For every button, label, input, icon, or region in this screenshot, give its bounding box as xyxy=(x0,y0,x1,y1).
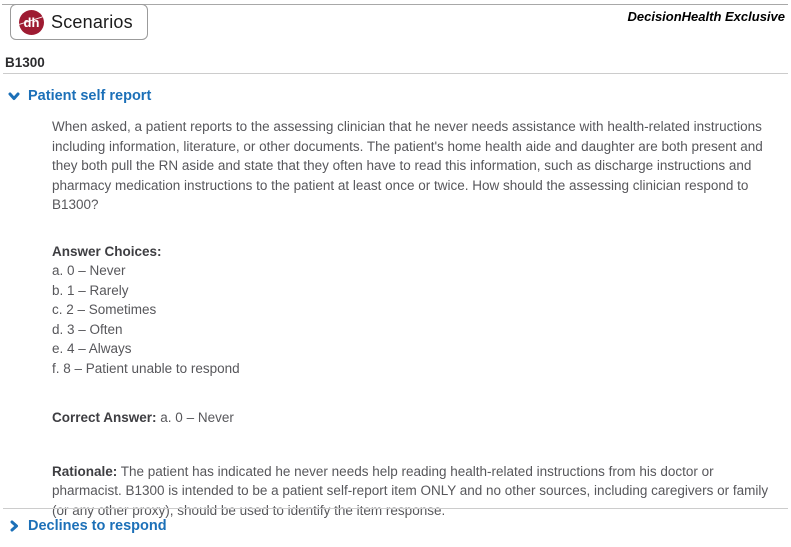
answer-choice: f. 8 – Patient unable to respond xyxy=(52,360,240,376)
chevron-down-icon xyxy=(8,90,20,102)
section-divider xyxy=(3,508,788,509)
answer-choice: e. 4 – Always xyxy=(52,341,132,356)
item-code-heading: B1300 xyxy=(5,55,45,70)
chevron-right-icon xyxy=(8,520,20,532)
section-toggle-patient-self-report[interactable] xyxy=(8,88,783,104)
tab-scenarios[interactable] xyxy=(10,4,148,40)
item-code-divider xyxy=(3,73,788,74)
answer-choice: a. 0 – Never xyxy=(52,263,126,278)
answer-choice: b. 1 – Rarely xyxy=(52,282,129,298)
answer-choice: d. 3 – Often xyxy=(52,321,123,337)
answer-choices-label: Answer Choices: xyxy=(52,243,162,259)
answer-choices-block xyxy=(52,242,783,379)
correct-answer-block xyxy=(52,408,783,428)
answer-choice: c. 2 – Sometimes xyxy=(52,302,157,317)
section-title: Patient self report xyxy=(28,88,152,104)
section-declines-to-respond xyxy=(8,518,167,534)
exclusive-badge: DecisionHealth Exclusive xyxy=(627,9,785,24)
section-toggle-declines-to-respond[interactable] xyxy=(8,518,167,534)
correct-answer-value: a. 0 – Never xyxy=(160,410,234,425)
decisionhealth-logo-icon xyxy=(19,10,44,35)
correct-answer-label: Correct Answer: xyxy=(52,410,157,425)
scenario-question: When asked, a patient reports to the assessing clinician that he never needs assistance with health-related instructions including information, literature, or other documents. The patient's home health aide and daughter are both present and they both pull the RN aside and state that they often have to read this information, such as discharge instructions and pharmacy medication instructions to the patient at least once or twice. How should the assessing clinician respond to B1300? xyxy=(52,119,763,212)
section-patient-self-report xyxy=(8,88,783,520)
section-title: Declines to respond xyxy=(28,518,167,534)
rationale-text: The patient has indicated he never needs help reading health-related instructions from his doctor or pharmacist. B1300 is intended to be a patient self-report item ONLY and no other sources, including caregivers or family (or any other proxy), should be used to identify the item response. xyxy=(52,463,769,518)
logo-text: dh xyxy=(23,14,40,30)
rationale-block xyxy=(52,462,783,521)
rationale-label: Rationale: xyxy=(52,463,118,479)
scenario-content xyxy=(52,117,783,520)
tab-scenarios-label: Scenarios xyxy=(51,11,133,32)
